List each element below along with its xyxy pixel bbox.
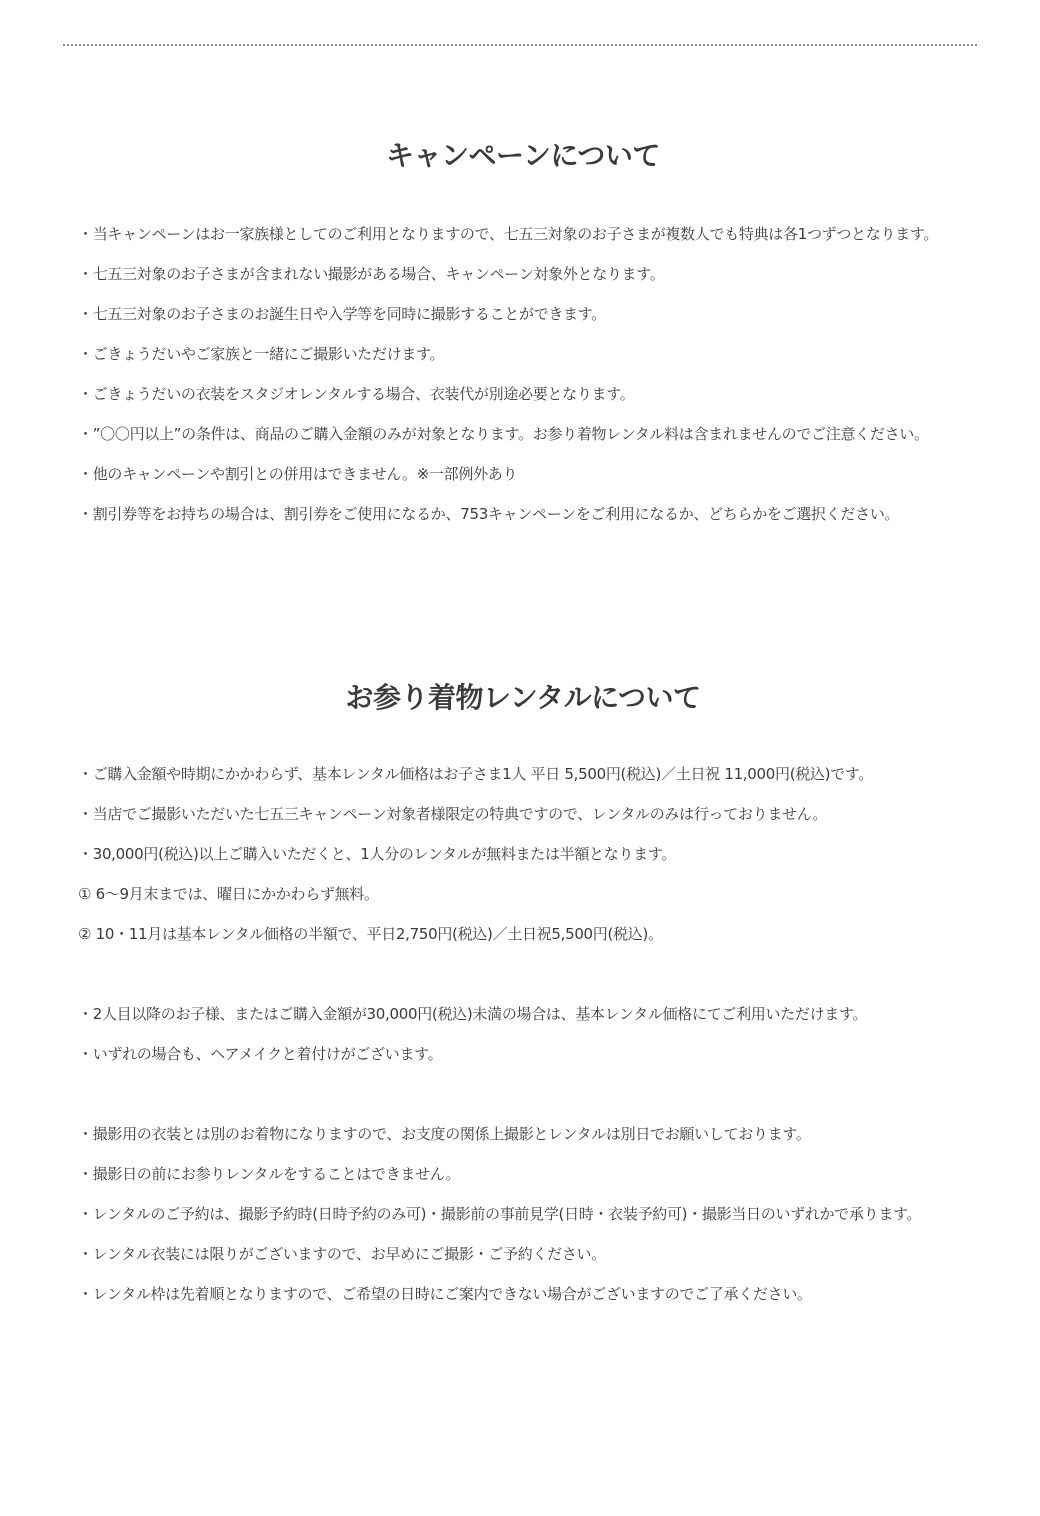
rental-note: ・撮影用の衣装とは別のお着物になりますので、お支度の関係上撮影とレンタルは別日でお願いしております。: [78, 1125, 811, 1143]
campaign-note: ・他のキャンペーンや割引との併用はできません。※一部例外あり: [78, 465, 518, 483]
rental-section: [78, 670, 968, 1314]
campaign-note: ・割引券等をお持ちの場合は、割引券をご使用になるか、753キャンペーンをご利用になるか、どちらかをご選択ください。: [78, 505, 900, 523]
rental-note: ・レンタルのご予約は、撮影予約時(日時予約のみ可)・撮影前の事前見学(日時・衣装予約可)・撮影当日のいずれかで承ります。: [78, 1205, 922, 1223]
campaign-notes-list: [78, 214, 968, 534]
campaign-note: ・七五三対象のお子さまのお誕生日や入学等を同時に撮影することができます。: [78, 305, 607, 323]
campaign-note: ・当キャンペーンはお一家族様としてのご利用となりますので、七五三対象のお子さまが複数人でも特典は各1つずつとなります。: [78, 225, 939, 243]
rental-note: ・2人目以降のお子様、またはご購入金額が30,000円(税込)未満の場合は、基本レンタル価格にてご利用いただけます。: [78, 1005, 868, 1023]
dotted-divider: [63, 44, 977, 46]
rental-title: お参り着物レンタルについて: [345, 681, 701, 714]
rental-note: ・撮影日の前にお参りレンタルをすることはできません。: [78, 1165, 461, 1183]
rental-note: ① 6〜9月末までは、曜日にかかわらず無料。: [78, 885, 379, 903]
rental-notes-list: [78, 754, 968, 1314]
blank-line: [78, 1074, 968, 1114]
rental-note: ・レンタル衣装には限りがございますので、お早めにご撮影・ご予約ください。: [78, 1245, 606, 1263]
rental-note: ・レンタル枠は先着順となりますので、ご希望の日時にご案内できない場合がございますのでご了承ください。: [78, 1285, 812, 1303]
blank-line: [78, 954, 968, 994]
rental-note: ・いずれの場合も、ヘアメイクと着付けがございます。: [78, 1045, 443, 1063]
campaign-note: ・ごきょうだいやご家族と一緒にご撮影いただけます。: [78, 345, 445, 363]
rental-note: ・ご購入金額や時期にかかわらず、基本レンタル価格はお子さま1人 平日 5,500円(税込)／土日祝 11,000円(税込)です。: [78, 765, 874, 783]
campaign-title: キャンペーンについて: [386, 139, 660, 172]
rental-note: ・当店でご撮影いただいた七五三キャンペーン対象者様限定の特典ですので、レンタルのみは行っておりません。: [78, 805, 828, 823]
campaign-note: ・ごきょうだいの衣装をスタジオレンタルする場合、衣装代が別途必要となります。: [78, 385, 635, 403]
rental-note: ・30,000円(税込)以上ご購入いただくと、1人分のレンタルが無料または半額となります。: [78, 845, 677, 863]
rental-note: ② 10・11月は基本レンタル価格の半額で、平日2,750円(税込)／土日祝5,500円(税込)。: [78, 925, 663, 943]
campaign-note: ・”〇〇円以上”の条件は、商品のご購入金額のみが対象となります。お参り着物レンタル料は含まれませんのでご注意ください。: [78, 425, 929, 443]
campaign-section: [78, 128, 968, 534]
campaign-note: ・七五三対象のお子さまが含まれない撮影がある場合、キャンペーン対象外となります。: [78, 265, 665, 283]
